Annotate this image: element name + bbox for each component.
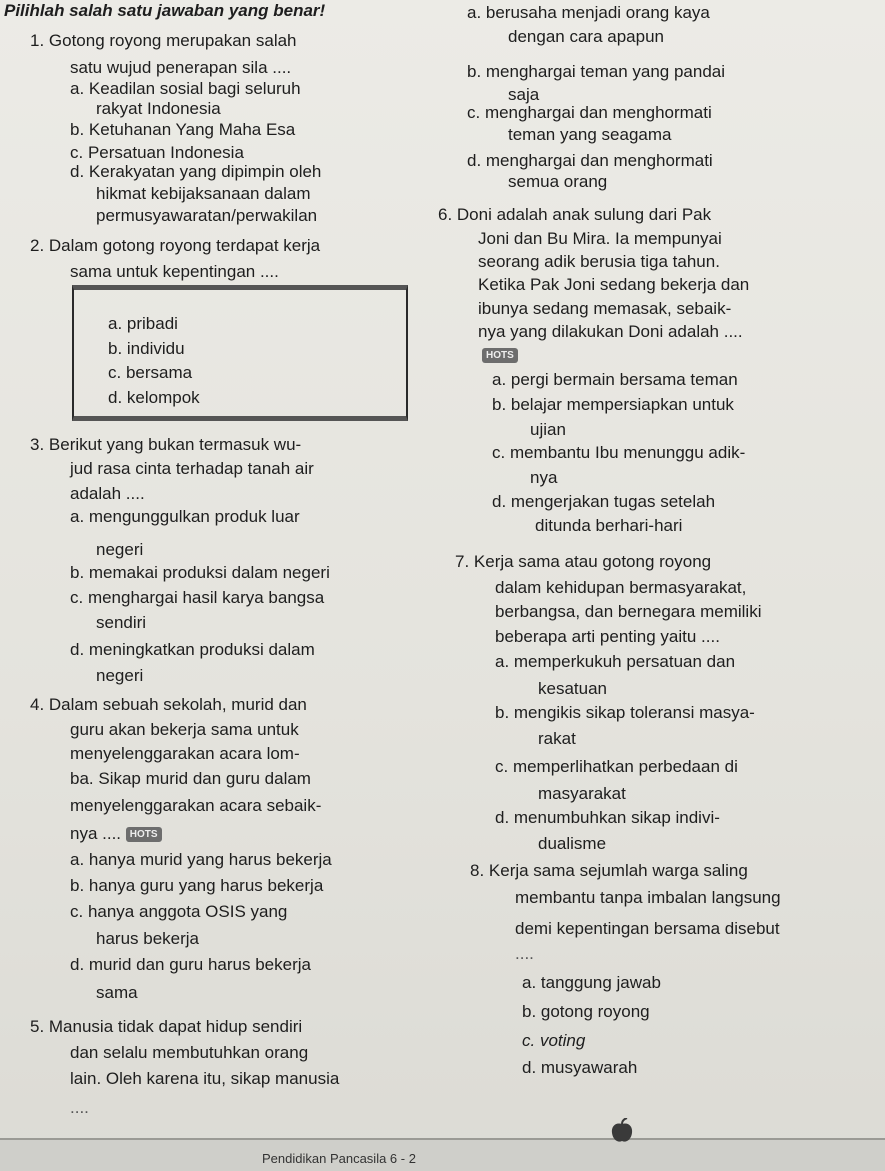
q8-option-b: b. gotong royong: [522, 1002, 650, 1021]
q8-option-d: d. musyawarah: [522, 1058, 638, 1077]
q5-option-d: d. menghargai dan menghormati: [467, 151, 713, 170]
q1-option-c: c. Persatuan Indonesia: [70, 143, 244, 162]
q6-option-d: d. mengerjakan tugas setelah: [492, 492, 716, 511]
q5-option-c: c. menghargai dan menghormati: [467, 103, 712, 122]
q5-option-b: b. menghargai teman yang pandai: [467, 62, 726, 81]
q8-line-1: 8. Kerja sama sejumlah warga saling: [470, 861, 748, 880]
q5-option-a-cont: dengan cara apapun: [508, 27, 664, 46]
q5-line-1: 5. Manusia tidak dapat hidup sendiri: [30, 1017, 303, 1036]
q4-line-5: menyelenggarakan acara sebaik-: [70, 796, 322, 815]
q2-line-2: sama untuk kepentingan ....: [70, 262, 279, 281]
q2-option-b: b. individu: [108, 339, 185, 358]
q8-line-4: ....: [515, 944, 534, 963]
q1-option-a: a. Keadilan sosial bagi seluruh: [70, 79, 301, 98]
footer-book-title: Pendidikan Pancasila 6 - 2: [262, 1151, 416, 1166]
q4-hots-badge: HOTS: [126, 827, 162, 842]
apple-logo-icon: [608, 1118, 636, 1144]
q6-hots-badge: HOTS: [482, 348, 518, 363]
q7-option-c-cont: masyarakat: [538, 784, 626, 803]
q7-option-a: a. memperkukuh persatuan dan: [495, 652, 736, 671]
q1-option-b: b. Ketuhanan Yang Maha Esa: [70, 120, 296, 139]
q3-option-d-cont: negeri: [96, 666, 144, 685]
footer-band: [0, 1138, 885, 1171]
q1-option-a-cont: rakyat Indonesia: [96, 99, 221, 118]
q4-line-6: [70, 824, 162, 844]
q6-option-b-cont: ujian: [530, 420, 566, 439]
q1-line-1: 1. Gotong royong merupakan salah: [30, 31, 297, 50]
q5-option-d-cont: semua orang: [508, 172, 608, 191]
q3-option-c-cont: sendiri: [96, 613, 147, 632]
q8-option-c: c. voting: [522, 1031, 586, 1050]
q3-option-a-cont: negeri: [96, 540, 144, 559]
q5-option-a: a. berusaha menjadi orang kaya: [467, 3, 710, 22]
q7-line-3: berbangsa, dan bernegara memiliki: [495, 602, 762, 621]
q1-line-2: satu wujud penerapan sila ....: [70, 58, 292, 77]
q3-line-3: adalah ....: [70, 484, 145, 503]
q3-option-d: d. meningkatkan produksi dalam: [70, 640, 315, 659]
q7-line-1: 7. Kerja sama atau gotong royong: [455, 552, 712, 571]
q6-option-b: b. belajar mempersiapkan untuk: [492, 395, 734, 414]
q6-line-2: Joni dan Bu Mira. Ia mempunyai: [478, 229, 722, 248]
q6-line-4: Ketika Pak Joni sedang bekerja dan: [478, 275, 750, 294]
q7-option-b: b. mengikis sikap toleransi masya-: [495, 703, 755, 722]
q4-option-c-cont: harus bekerja: [96, 929, 200, 948]
q3-option-c: c. menghargai hasil karya bangsa: [70, 588, 325, 607]
q4-option-d-cont: sama: [96, 983, 138, 1002]
q6-line-1: 6. Doni adalah anak sulung dari Pak: [438, 205, 712, 224]
q3-option-a: a. mengunggulkan produk luar: [70, 507, 300, 526]
q8-line-2: membantu tanpa imbalan langsung: [515, 888, 781, 907]
q5-line-2: dan selalu membutuhkan orang: [70, 1043, 309, 1062]
q2-option-c: c. bersama: [108, 363, 193, 382]
q5-line-4: ....: [70, 1098, 89, 1117]
footer-divider: [0, 1138, 885, 1140]
q5-line-3: lain. Oleh karena itu, sikap manusia: [70, 1069, 340, 1088]
q6-line-3: seorang adik berusia tiga tahun.: [478, 252, 720, 271]
q7-option-d: d. menumbuhkan sikap indivi-: [495, 808, 720, 827]
q4-line-6-text: nya ....: [70, 824, 122, 843]
q5-option-c-cont: teman yang seagama: [508, 125, 672, 144]
q6-option-a: a. pergi bermain bersama teman: [492, 370, 738, 389]
q7-option-b-cont: rakat: [538, 729, 576, 748]
q7-line-2: dalam kehidupan bermasyarakat,: [495, 578, 747, 597]
q1-option-d-cont-2: permusyawaratan/perwakilan: [96, 206, 318, 225]
q6-option-c-cont: nya: [530, 468, 558, 487]
q3-line-2: jud rasa cinta terhadap tanah air: [70, 459, 314, 478]
q4-option-d: d. murid dan guru harus bekerja: [70, 955, 311, 974]
q4-option-c: c. hanya anggota OSIS yang: [70, 902, 288, 921]
q7-option-c: c. memperlihatkan perbedaan di: [495, 757, 738, 776]
q6-option-d-cont: ditunda berhari-hari: [535, 516, 683, 535]
q4-option-a: a. hanya murid yang harus bekerja: [70, 850, 332, 869]
q8-line-3: demi kepentingan bersama disebut: [515, 919, 780, 938]
q8-option-a: a. tanggung jawab: [522, 973, 661, 992]
q2-option-a: a. pribadi: [108, 314, 178, 333]
q6-hots-row: [482, 345, 518, 365]
q3-line-1: 3. Berikut yang bukan termasuk wu-: [30, 435, 302, 454]
q1-option-d-cont-1: hikmat kebijaksanaan dalam: [96, 184, 311, 203]
q6-line-6: nya yang dilakukan Doni adalah ....: [478, 322, 743, 341]
q7-option-a-cont: kesatuan: [538, 679, 607, 698]
q6-line-5: ibunya sedang memasak, sebaik-: [478, 299, 732, 318]
q4-line-3: menyelenggarakan acara lom-: [70, 744, 300, 763]
q4-line-2: guru akan bekerja sama untuk: [70, 720, 299, 739]
q6-option-c: c. membantu Ibu menunggu adik-: [492, 443, 746, 462]
q7-option-d-cont: dualisme: [538, 834, 607, 853]
instruction-title: Pilihlah salah satu jawaban yang benar!: [4, 1, 326, 20]
q5-option-b-cont: saja: [508, 85, 540, 104]
q2-line-1: 2. Dalam gotong royong terdapat kerja: [30, 236, 321, 255]
q1-option-d: d. Kerakyatan yang dipimpin oleh: [70, 162, 322, 181]
q4-line-4: ba. Sikap murid dan guru dalam: [70, 769, 311, 788]
q4-option-b: b. hanya guru yang harus bekerja: [70, 876, 324, 895]
q4-line-1: 4. Dalam sebuah sekolah, murid dan: [30, 695, 307, 714]
q7-line-4: beberapa arti penting yaitu ....: [495, 627, 720, 646]
q2-option-d: d. kelompok: [108, 388, 200, 407]
q3-option-b: b. memakai produksi dalam negeri: [70, 563, 330, 582]
